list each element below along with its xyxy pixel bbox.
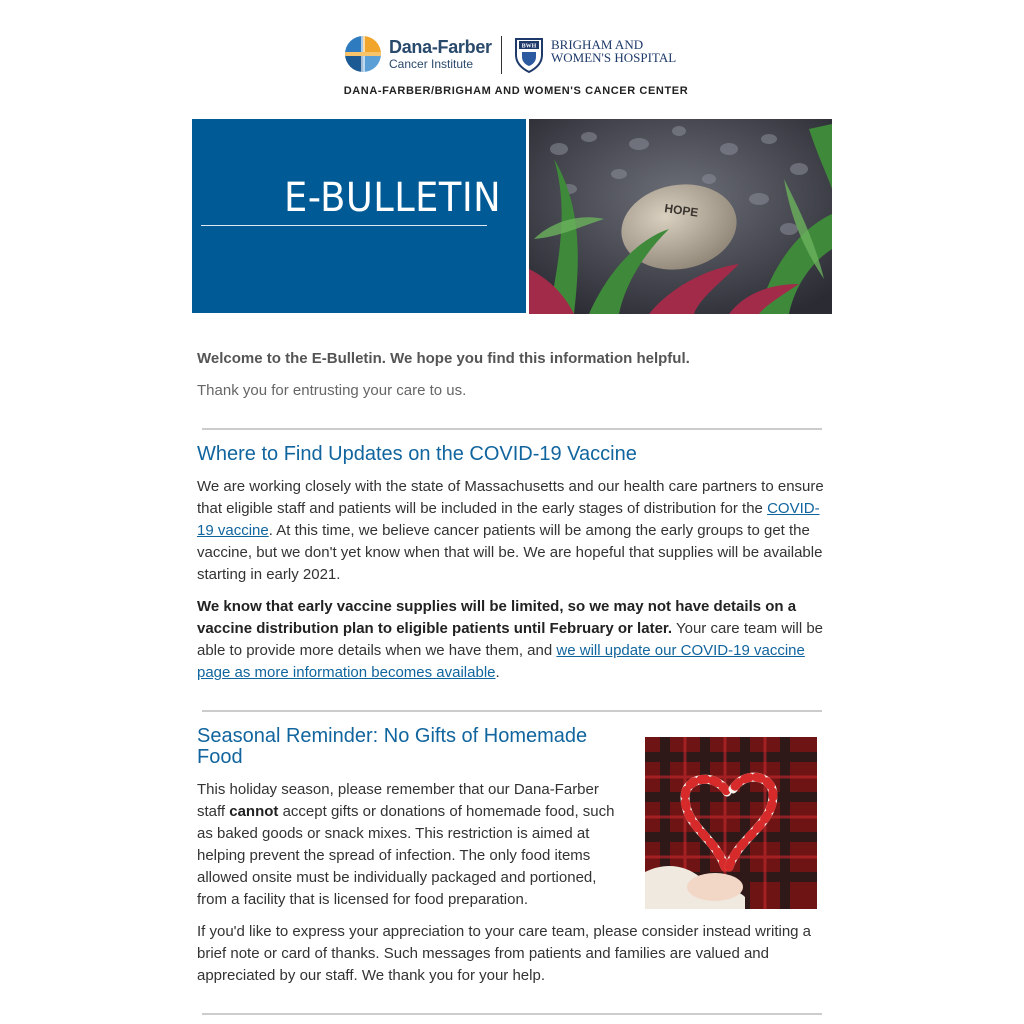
bwh-shield-icon — [514, 37, 544, 73]
covid-p2-text-b: . — [495, 664, 500, 681]
gifts-p1-text-b: accept gifts or donations of homemade food, such as baked goods or snack mixes. This restriction is aimed at helping prevent the spread of infection. The only food items allowed onsite must be individually packaged and portioned, from a facility that is licensed for food preparation. — [197, 803, 615, 908]
cancer-center-tagline: DANA-FARBER/BRIGHAM AND WOMEN'S CANCER CENTER — [343, 85, 689, 97]
bwh-name-line2: WOMEN'S HOSPITAL — [551, 50, 677, 65]
gifts-paragraph-1 — [197, 779, 629, 911]
covid-vaccine-link[interactable]: COVID-19 vaccine — [197, 500, 820, 539]
banner — [192, 119, 832, 314]
logo-divider — [501, 36, 502, 74]
bwh-badge-text: BWH — [521, 43, 537, 50]
covid-p1-text-b: . At this time, we believe cancer patients will be among the early groups to get the vaccine, but we don't yet know when that will be. We are hopeful that supplies will be available starting in early 2021. — [197, 522, 823, 583]
welcome-text: Welcome to the E-Bulletin. We hope you find this information helpful. — [197, 350, 690, 367]
section-title-no-homemade-food — [197, 726, 637, 768]
stone-hope-text: HOPE — [663, 201, 700, 220]
section-title-covid-vaccine: Where to Find Updates on the COVID-19 Vaccine — [197, 443, 637, 465]
section-title-line1: Seasonal Reminder: No Gifts of Homemade — [197, 725, 588, 747]
divider — [202, 1013, 822, 1015]
thanks-text: Thank you for entrusting your care to us. — [197, 382, 467, 399]
banner-title: E-BULLETIN — [284, 175, 502, 221]
gifts-paragraph-2: If you'd like to express your appreciation to your care team, please consider instead writing a brief note or card of thanks. Such messages from patients and families are valued and appreciated by our staff. We thank you for your help. — [197, 923, 812, 984]
covid-paragraph-2 — [197, 596, 831, 684]
covid-p2-text-a: Your care team will be able to provide more details when we have them, and — [197, 620, 824, 659]
banner-title-panel — [192, 119, 526, 313]
covid-paragraph-1 — [197, 476, 829, 586]
divider — [202, 710, 822, 712]
gifts-p1-text-a: This holiday season, please remember that our Dana-Farber staff — [197, 781, 599, 820]
covid-p2-bold: We know that early vaccine supplies will be limited, so we may not have details on a vaccine distribution plan to eligible patients until February or later. — [197, 598, 797, 637]
section-title-line2: Food — [197, 746, 243, 768]
banner-rule — [201, 225, 487, 226]
gifts-p1-bold: cannot — [229, 803, 279, 820]
header-logos — [345, 34, 690, 76]
dana-farber-logo-icon — [345, 36, 381, 72]
dana-farber-name: Dana-Farber — [389, 37, 492, 57]
divider — [202, 428, 822, 430]
covid-p1-text-a: We are working closely with the state of Massachusetts and our health care partners to ensure that eligible staff and patients will be included in the early stages of distribution for the — [197, 478, 824, 517]
covid-vaccine-page-link[interactable]: we will update our COVID-19 vaccine page as more information becomes available — [197, 642, 805, 681]
dana-farber-subtitle: Cancer Institute — [389, 57, 474, 71]
candy-cane-heart-photo — [645, 737, 817, 909]
hope-stone-photo — [529, 119, 832, 314]
bwh-name-line1: BRIGHAM AND — [551, 37, 644, 52]
